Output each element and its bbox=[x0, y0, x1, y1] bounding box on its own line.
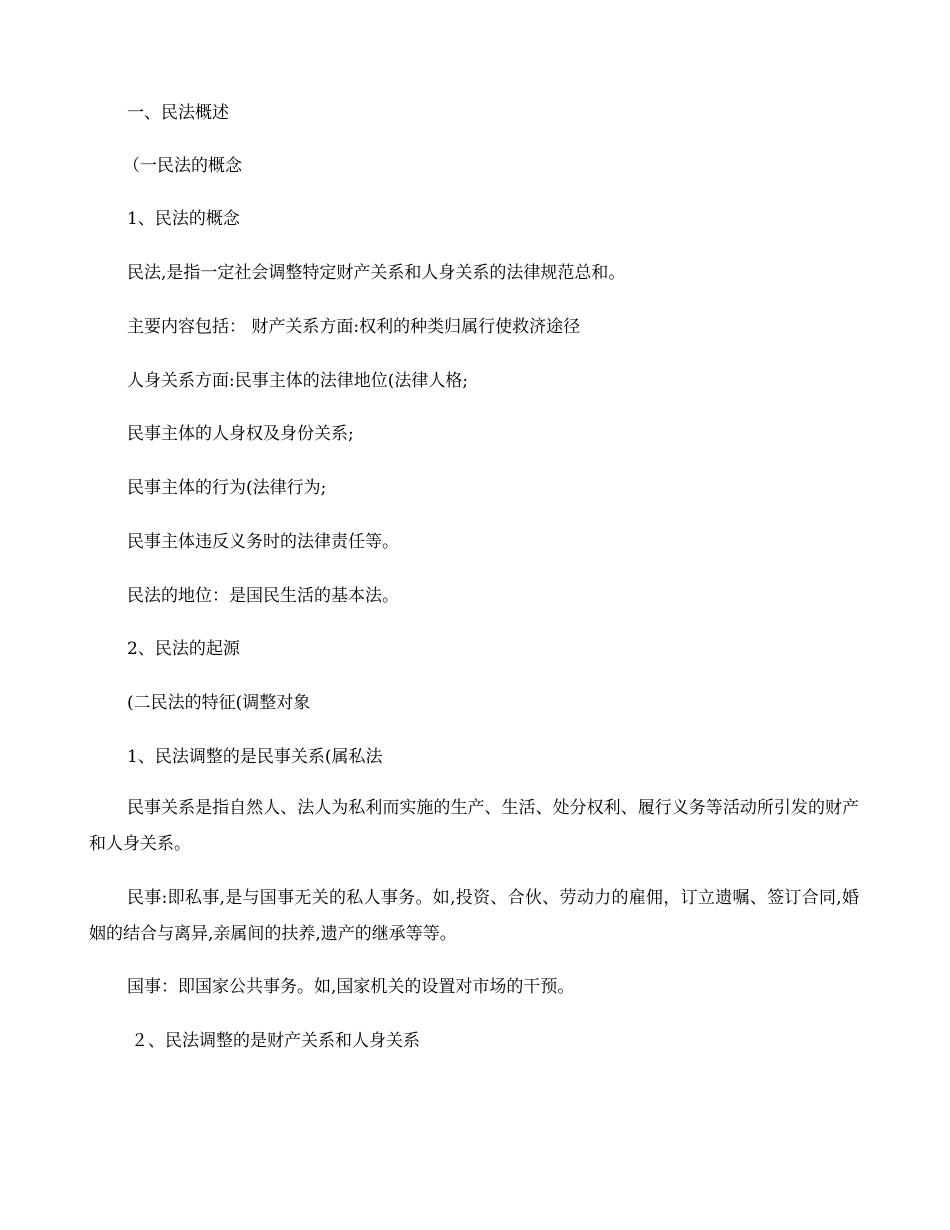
text-status: 民法的地位：是国民生活的基本法。 bbox=[127, 586, 399, 606]
text-legal-liability: 民事主体违反义务时的法律责任等。 bbox=[127, 532, 399, 552]
item-origin: 2、民法的起源 bbox=[127, 639, 240, 659]
item-concept: 1、民法的概念 bbox=[127, 209, 240, 229]
paragraph-civil-relations-definition: 民事关系是指自然人、法人为私利而实施的生产、生活、处分权利、履行义务等活动所引发的财产和人身关系。 bbox=[89, 798, 859, 854]
text-personal-rights: 民事主体的人身权及身份关系; bbox=[127, 424, 354, 444]
text-definition: 民法,是指一定社会调整特定财产关系和人身关系的法律规范总和。 bbox=[127, 263, 626, 283]
paragraph-private-affairs: 民事:即私事,是与国事无关的私人事务。如,投资、合伙、劳动力的雇佣，订立遗嘱、签订合同,婚姻的结合与离异,亲属间的扶养,遗产的继承等等。 bbox=[89, 888, 859, 944]
text-legal-acts: 民事主体的行为(法律行为; bbox=[127, 478, 327, 498]
text-personal-relations: 人身关系方面:民事主体的法律地位(法律人格; bbox=[127, 371, 469, 391]
text-state-affairs: 国事：即国家公共事务。如,国家机关的设置对市场的干预。 bbox=[127, 977, 575, 997]
item-civil-relations: 1、民法调整的是民事关系(属私法 bbox=[127, 747, 383, 767]
text-main-content: 主要内容包括： 财产关系方面:权利的种类归属行使救济途径 bbox=[127, 317, 581, 337]
item-property-and-personal-relations: ２、民法调整的是财产关系和人身关系 bbox=[131, 1031, 420, 1051]
heading-civil-law-overview: 一、民法概述 bbox=[127, 103, 229, 123]
subheading-characteristics: (二民法的特征(调整对象 bbox=[127, 693, 311, 713]
subheading-concept-section: （一民法的概念 bbox=[123, 156, 242, 176]
